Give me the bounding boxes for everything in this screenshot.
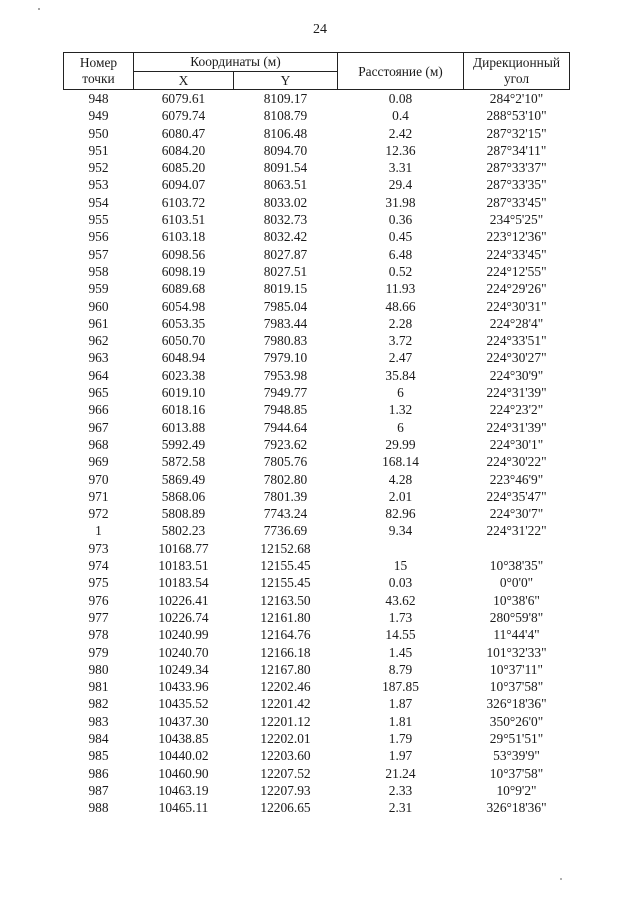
cell-x: 10226.74 — [158, 609, 209, 625]
table-row — [64, 765, 570, 782]
cell-y: 12164.76 — [260, 627, 311, 643]
table-row — [64, 367, 570, 384]
table-row — [64, 678, 570, 695]
cell-angle: 224°33'51" — [486, 333, 547, 349]
table-row — [64, 488, 570, 505]
cell-angle: 224°30'1" — [489, 436, 544, 452]
cell-y: 12167.80 — [260, 661, 311, 677]
cell-distance: 2.33 — [388, 782, 413, 798]
cell-distance: 29.99 — [385, 436, 416, 452]
cell-x: 6018.16 — [161, 402, 206, 418]
cell-y: 7802.80 — [263, 471, 308, 487]
cell-angle: 224°30'9" — [489, 367, 544, 383]
cell-angle: 223°12'36" — [486, 229, 547, 245]
cell-point-number: 971 — [88, 488, 109, 504]
cell-y: 12202.46 — [260, 679, 311, 695]
cell-point-number: 966 — [88, 402, 109, 418]
table-row — [64, 540, 570, 557]
cell-point-number: 956 — [88, 229, 109, 245]
cell-y: 12203.60 — [260, 748, 311, 764]
cell-point-number: 975 — [88, 575, 109, 591]
table-row — [64, 747, 570, 764]
cell-point-number: 981 — [88, 679, 109, 695]
cell-distance: 187.85 — [382, 679, 419, 695]
cell-y: 7979.10 — [263, 350, 308, 366]
cell-angle: 287°34'11" — [486, 142, 547, 158]
cell-x: 6103.18 — [161, 229, 206, 245]
cell-point-number: 962 — [88, 333, 109, 349]
cell-point-number: 955 — [88, 212, 109, 228]
table-row — [64, 159, 570, 176]
cell-y: 12155.45 — [260, 558, 311, 574]
cell-point-number: 979 — [88, 644, 109, 660]
table-row — [64, 125, 570, 142]
cell-distance: 14.55 — [385, 627, 416, 643]
cell-y: 8032.42 — [263, 229, 308, 245]
cell-x: 10433.96 — [158, 679, 209, 695]
cell-angle: 326°18'36" — [486, 696, 547, 712]
cell-point-number: 970 — [88, 471, 109, 487]
cell-x: 6103.51 — [161, 212, 206, 228]
cell-point-number: 950 — [88, 125, 109, 141]
header-direction-angle: Дирекционный угол — [464, 53, 570, 90]
header-coordinates: Координаты (м) — [134, 53, 338, 72]
cell-angle: 10°38'6" — [493, 592, 540, 608]
cell-distance: 9.34 — [388, 523, 413, 539]
cell-x: 10437.30 — [158, 713, 209, 729]
cell-angle: 10°38'35" — [489, 558, 544, 574]
cell-distance: 3.31 — [388, 160, 413, 176]
cell-distance: 1.81 — [388, 713, 413, 729]
cell-point-number: 969 — [88, 454, 109, 470]
cell-y: 8027.87 — [263, 246, 308, 262]
cell-point-number: 958 — [88, 263, 109, 279]
cell-distance: 2.01 — [388, 488, 413, 504]
cell-point-number: 954 — [88, 194, 109, 210]
cell-angle: 224°30'27" — [486, 350, 547, 366]
cell-distance: 1.79 — [388, 730, 413, 746]
cell-angle: 224°28'4" — [489, 315, 544, 331]
cell-angle: 224°31'22" — [486, 523, 547, 539]
cell-point-number: 957 — [88, 246, 109, 262]
table-row — [64, 782, 570, 799]
cell-distance: 6 — [397, 419, 404, 435]
coordinates-table — [63, 52, 570, 816]
table-row — [64, 107, 570, 124]
cell-angle: 11°44'4" — [493, 627, 540, 643]
cell-angle: 224°30'7" — [489, 506, 544, 522]
cell-point-number: 959 — [88, 281, 109, 297]
cell-x: 5992.49 — [161, 436, 206, 452]
cell-x: 5868.06 — [161, 488, 206, 504]
cell-point-number: 973 — [88, 540, 109, 556]
cell-distance: 1.97 — [388, 748, 413, 764]
cell-distance: 35.84 — [385, 367, 416, 383]
cell-y: 12166.18 — [260, 644, 311, 660]
cell-x: 6053.35 — [161, 315, 206, 331]
cell-angle: 223°46'9" — [489, 471, 544, 487]
header-point-number: Номер точки — [64, 53, 134, 90]
cell-distance: 1.45 — [388, 644, 413, 660]
cell-y: 8063.51 — [263, 177, 308, 193]
cell-y: 7953.98 — [263, 367, 308, 383]
cell-distance: 15 — [393, 558, 408, 574]
table-row — [64, 713, 570, 730]
cell-x: 6098.56 — [161, 246, 206, 262]
cell-point-number: 976 — [88, 592, 109, 608]
cell-y: 7985.04 — [263, 298, 308, 314]
cell-x: 10249.34 — [158, 661, 209, 677]
table-row — [64, 349, 570, 366]
cell-x: 10240.70 — [158, 644, 209, 660]
table-row — [64, 298, 570, 315]
cell-y: 12163.50 — [260, 592, 311, 608]
cell-point-number: 983 — [88, 713, 109, 729]
cell-point-number: 974 — [88, 558, 109, 574]
cell-x: 6019.10 — [161, 385, 206, 401]
cell-distance: 12.36 — [385, 142, 416, 158]
cell-x: 6079.61 — [161, 91, 206, 106]
cell-point-number: 948 — [88, 91, 109, 106]
header-x: X — [134, 71, 234, 90]
table-row — [64, 522, 570, 539]
cell-x: 5808.89 — [161, 506, 206, 522]
cell-angle: 287°33'35" — [486, 177, 547, 193]
cell-y: 12201.12 — [260, 713, 311, 729]
cell-x: 10440.02 — [158, 748, 209, 764]
cell-distance: 0.52 — [388, 263, 413, 279]
cell-distance: 4.28 — [388, 471, 413, 487]
cell-y: 7805.76 — [263, 454, 308, 470]
cell-distance: 0.03 — [388, 575, 413, 591]
cell-point-number: 949 — [88, 108, 109, 124]
table-row — [64, 419, 570, 436]
cell-distance: 6 — [397, 385, 404, 401]
table-row — [64, 176, 570, 193]
cell-point-number: 985 — [88, 748, 109, 764]
cell-y: 12201.42 — [260, 696, 311, 712]
table-row — [64, 505, 570, 522]
cell-x: 6023.38 — [161, 367, 206, 383]
cell-angle: 29°51'51" — [489, 730, 544, 746]
table-row — [64, 401, 570, 418]
cell-y: 12161.80 — [260, 609, 311, 625]
cell-angle: 101°32'33" — [486, 644, 547, 660]
cell-y: 7948.85 — [263, 402, 308, 418]
cell-x: 10435.52 — [158, 696, 209, 712]
cell-y: 7949.77 — [263, 385, 308, 401]
cell-angle: 224°30'22" — [486, 454, 547, 470]
table-row — [64, 557, 570, 574]
cell-angle: 287°33'45" — [486, 194, 547, 210]
cell-angle: 287°32'15" — [486, 125, 547, 141]
cell-y: 12207.93 — [260, 782, 311, 798]
cell-x: 6079.74 — [161, 108, 206, 124]
cell-angle: 224°31'39" — [486, 385, 547, 401]
cell-point-number: 960 — [88, 298, 109, 314]
table-row — [64, 90, 570, 108]
cell-angle: 234°5'25" — [489, 212, 544, 228]
cell-y: 8091.54 — [263, 160, 308, 176]
cell-angle: 10°9'2" — [496, 782, 537, 798]
table-row — [64, 471, 570, 488]
cell-distance: 2.42 — [388, 125, 413, 141]
table-row — [64, 142, 570, 159]
cell-y: 7923.62 — [263, 436, 308, 452]
cell-y: 8094.70 — [263, 142, 308, 158]
cell-distance: 29.4 — [388, 177, 413, 193]
cell-distance: 0.08 — [388, 91, 413, 106]
cell-x: 6103.72 — [161, 194, 206, 210]
table-row — [64, 592, 570, 609]
table-row — [64, 436, 570, 453]
cell-x: 6084.20 — [161, 142, 206, 158]
cell-y: 8108.79 — [263, 108, 308, 124]
cell-distance: 2.47 — [388, 350, 413, 366]
cell-x: 6085.20 — [161, 160, 206, 176]
cell-x: 10438.85 — [158, 730, 209, 746]
cell-x: 6094.07 — [161, 177, 206, 193]
cell-y: 12206.65 — [260, 800, 311, 816]
cell-angle: 350°26'0" — [489, 713, 544, 729]
cell-x: 6048.94 — [161, 350, 206, 366]
cell-distance: 21.24 — [385, 765, 416, 781]
table-row — [64, 730, 570, 747]
cell-y: 8032.73 — [263, 212, 308, 228]
scan-speck — [38, 8, 40, 10]
cell-angle: 280°59'8" — [489, 609, 544, 625]
table-row — [64, 609, 570, 626]
cell-distance: 3.72 — [388, 333, 413, 349]
cell-point-number: 984 — [88, 730, 109, 746]
cell-distance: 2.31 — [388, 800, 413, 816]
cell-x: 10240.99 — [158, 627, 209, 643]
table-row — [64, 263, 570, 280]
cell-point-number: 965 — [88, 385, 109, 401]
cell-x: 6054.98 — [161, 298, 206, 314]
cell-y: 12152.68 — [260, 540, 311, 556]
cell-angle: 224°35'47" — [486, 488, 547, 504]
cell-point-number: 1 — [95, 523, 102, 539]
cell-distance: 1.87 — [388, 696, 413, 712]
cell-angle: 10°37'58" — [489, 679, 544, 695]
cell-x: 6089.68 — [161, 281, 206, 297]
cell-distance: 0.45 — [388, 229, 413, 245]
cell-point-number: 961 — [88, 315, 109, 331]
table-row — [64, 228, 570, 245]
cell-y: 7944.64 — [263, 419, 308, 435]
cell-distance: 11.93 — [385, 281, 416, 297]
cell-angle: 224°12'55" — [486, 263, 547, 279]
cell-point-number: 977 — [88, 609, 109, 625]
cell-y: 8106.48 — [263, 125, 308, 141]
cell-x: 10460.90 — [158, 765, 209, 781]
cell-distance: 0.4 — [392, 108, 409, 124]
cell-y: 8027.51 — [263, 263, 308, 279]
cell-point-number: 980 — [88, 661, 109, 677]
cell-x: 5869.49 — [161, 471, 206, 487]
cell-point-number: 953 — [88, 177, 109, 193]
cell-angle: 10°37'58" — [489, 765, 544, 781]
cell-distance: 48.66 — [385, 298, 416, 314]
cell-angle: 224°33'45" — [486, 246, 547, 262]
cell-point-number: 967 — [88, 419, 109, 435]
page-number: 24 — [313, 22, 327, 37]
header-distance: Расстояние (м) — [338, 53, 464, 90]
table-row — [64, 332, 570, 349]
cell-point-number: 986 — [88, 765, 109, 781]
table-row — [64, 246, 570, 263]
table-row — [64, 799, 570, 816]
cell-point-number: 978 — [88, 627, 109, 643]
cell-x: 6080.47 — [161, 125, 206, 141]
cell-angle: 0°0'0" — [499, 575, 534, 591]
cell-y: 7736.69 — [263, 523, 308, 539]
cell-y: 7983.44 — [263, 315, 308, 331]
cell-angle: 287°33'37" — [486, 160, 547, 176]
cell-y: 7801.39 — [263, 488, 308, 504]
cell-distance: 8.79 — [388, 661, 413, 677]
cell-point-number: 964 — [88, 367, 109, 383]
table-row — [64, 211, 570, 228]
header-y: Y — [234, 71, 338, 90]
cell-y: 8033.02 — [263, 194, 308, 210]
cell-angle: 224°31'39" — [486, 419, 547, 435]
cell-distance: 2.28 — [388, 315, 413, 331]
cell-x: 6098.19 — [161, 263, 206, 279]
cell-angle: 10°37'11" — [490, 661, 543, 677]
table-header — [64, 53, 570, 90]
cell-point-number: 952 — [88, 160, 109, 176]
cell-angle — [464, 540, 570, 557]
cell-angle: 224°29'26" — [486, 281, 547, 297]
table-row — [64, 695, 570, 712]
cell-distance: 43.62 — [385, 592, 416, 608]
cell-y: 8109.17 — [263, 91, 308, 106]
table-row — [64, 384, 570, 401]
cell-x: 10168.77 — [158, 540, 209, 556]
cell-x: 10226.41 — [158, 592, 209, 608]
cell-y: 8019.15 — [263, 281, 308, 297]
table-row — [64, 626, 570, 643]
cell-y: 7743.24 — [263, 506, 308, 522]
cell-angle: 288°53'10" — [486, 108, 547, 124]
cell-distance: 31.98 — [385, 194, 416, 210]
cell-angle: 224°30'31" — [486, 298, 547, 314]
cell-x: 10183.54 — [158, 575, 209, 591]
cell-x: 10183.51 — [158, 558, 209, 574]
cell-x: 5802.23 — [161, 523, 206, 539]
table-row — [64, 453, 570, 470]
cell-point-number: 963 — [88, 350, 109, 366]
cell-distance: 6.48 — [388, 246, 413, 262]
table-row — [64, 644, 570, 661]
cell-distance: 168.14 — [382, 454, 419, 470]
table-row — [64, 280, 570, 297]
cell-x: 6050.70 — [161, 333, 206, 349]
cell-point-number: 972 — [88, 506, 109, 522]
table-row — [64, 315, 570, 332]
cell-angle: 284°2'10" — [489, 91, 544, 106]
cell-distance: 0.36 — [388, 212, 413, 228]
cell-x: 10463.19 — [158, 782, 209, 798]
cell-distance: 1.73 — [388, 609, 413, 625]
table-body — [64, 90, 570, 817]
cell-point-number: 951 — [88, 142, 109, 158]
table-row — [64, 194, 570, 211]
cell-angle: 53°39'9" — [493, 748, 540, 764]
cell-x: 5872.58 — [161, 454, 206, 470]
cell-angle: 326°18'36" — [486, 800, 547, 816]
table-row — [64, 661, 570, 678]
cell-distance: 1.32 — [388, 402, 413, 418]
cell-y: 12202.01 — [260, 730, 311, 746]
cell-angle: 224°23'2" — [489, 402, 544, 418]
cell-distance: 82.96 — [385, 506, 416, 522]
cell-distance — [338, 540, 464, 557]
cell-y: 7980.83 — [263, 333, 308, 349]
cell-x: 6013.88 — [161, 419, 206, 435]
cell-point-number: 982 — [88, 696, 109, 712]
cell-point-number: 988 — [88, 800, 109, 816]
cell-x: 10465.11 — [158, 800, 209, 816]
scan-speck — [560, 878, 562, 880]
cell-y: 12155.45 — [260, 575, 311, 591]
cell-y: 12207.52 — [260, 765, 311, 781]
cell-point-number: 987 — [88, 782, 109, 798]
table-row — [64, 574, 570, 591]
cell-point-number: 968 — [88, 436, 109, 452]
